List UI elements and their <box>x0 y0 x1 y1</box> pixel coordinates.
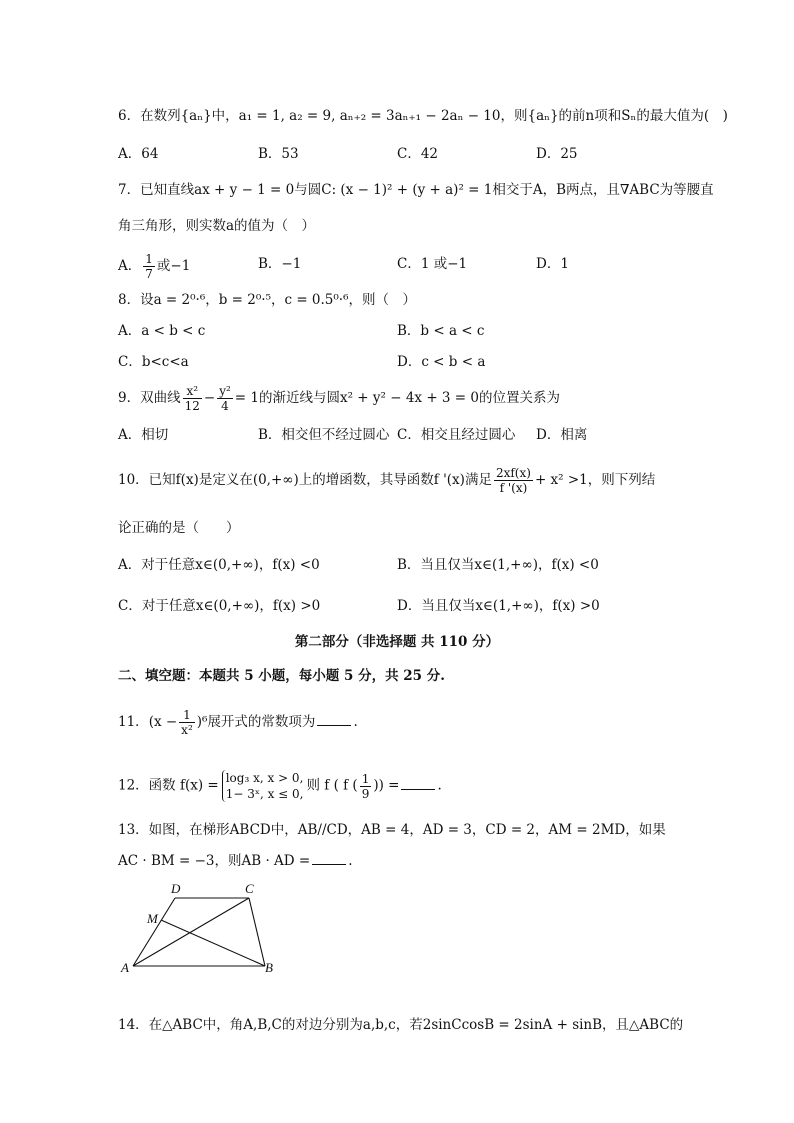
q10-prefix: 10．已知f(x)是定义在(0,+∞)上的增函数，其导函数f '(x)满足 <box>118 472 492 488</box>
q12-tail: )) = <box>373 777 400 794</box>
diagonal-ac <box>133 898 249 966</box>
q13-stem-line2: AC · BM = −3，则AB · AD = . <box>118 853 353 869</box>
q6-option-c: C．42 <box>397 146 439 162</box>
q8-option-d: D．c < b < a <box>397 354 486 370</box>
q12-case2: 1− 3ˣ, x ≤ 0, <box>225 787 304 801</box>
q13-stem-line1: 13．如图，在梯形ABCD中，AB//CD，AB = 4，AD = 3，CD = 2，AM = 2MD，如果 <box>118 822 666 838</box>
q12-case1: log₃ x, x > 0, <box>225 771 304 785</box>
q10-option-d: D．当且仅当x∈(1,+∞)，f(x) >0 <box>397 598 600 614</box>
q7-option-a-fraction <box>143 252 155 281</box>
q9-option-c: C．相交且经过圆心 <box>397 427 516 443</box>
q7-option-b: B．−1 <box>258 256 302 272</box>
q14-stem: 14．在△ABC中，角A,B,C的对边分别为a,b,c，若2sinCcosB = 2sinA + sinB，且△ABC的 <box>118 1017 684 1033</box>
q11-answer-blank <box>317 713 351 726</box>
q12-piecewise <box>222 770 304 802</box>
q12-frac-num: 1 <box>361 771 370 786</box>
segment-bm <box>161 920 265 966</box>
q6-option-a: A．64 <box>118 146 159 162</box>
q7-stem-line2: 角三角形，则实数a的值为（ ） <box>118 218 316 234</box>
q6-option-d: D．25 <box>536 146 578 162</box>
q9-suffix: = 1的渐近线与圆x² + y² − 4x + 3 = 0的位置关系为 <box>234 390 560 406</box>
q7-stem-line1: 7．已知直线ax + y − 1 = 0与圆C: (x − 1)² + (y + a)² = 1相交于A，B两点，且∇ABC为等腰直 <box>118 182 714 198</box>
label-c: C <box>245 881 254 896</box>
q7-option-a-tail: 或−1 <box>156 258 191 274</box>
q9-frac2-den: 4 <box>221 399 229 413</box>
q11-stem: 11．(x − $\frac{1}{\text{x²}}$ )⁶展开式的常数项为 . <box>118 708 358 737</box>
q13-answer-blank <box>312 852 346 865</box>
q11-frac-num: 1 <box>179 708 195 723</box>
q6-option-b: B．53 <box>258 146 299 162</box>
q7-option-a <box>118 252 190 281</box>
edge-ad <box>133 898 175 966</box>
q11-frac-den: x² <box>181 723 193 737</box>
q11-expr-close: )⁶ <box>196 714 208 730</box>
q9-fraction-y <box>217 384 233 413</box>
part2-title: 第二部分（非选择题 共 110 分） <box>294 634 500 650</box>
q12-answer-blank <box>401 777 435 790</box>
q8-option-b: B．b < a < c <box>397 323 485 339</box>
q7-option-a-den: 7 <box>145 267 153 281</box>
q10-frac-den: f '(x) <box>499 481 528 495</box>
section2-heading: 二、填空题：本题共 5 小题，每小题 5 分，共 25 分. <box>118 668 445 684</box>
q7-option-d: D．1 <box>536 256 569 272</box>
q9-option-b: B．相交但不经过圆心 <box>258 427 390 443</box>
q7-option-a-num: 1 <box>145 252 153 266</box>
q10-suffix: + x² >1，则下列结 <box>534 472 656 488</box>
q9-frac1-den: 12 <box>184 399 200 413</box>
label-m: M <box>147 911 158 926</box>
trapezoid-figure <box>115 878 285 978</box>
q8-option-c: C．b<c<a <box>118 354 189 370</box>
q9-frac2-num: y² <box>219 384 231 398</box>
q8-stem: 8．设a = 2⁰·⁶，b = 2⁰·⁵，c = 0.5⁰·⁶，则（ ） <box>118 292 417 308</box>
q8-option-a: A．a < b < c <box>118 323 206 339</box>
q6-stem: 6．在数列{aₙ}中，a₁ = 1, a₂ = 9, aₙ₊₂ = 3aₙ₊₁ − 2aₙ − 10，则{aₙ}的前n项和Sₙ的最大值为( ) <box>118 108 728 124</box>
q10-stem-line2: 论正确的是（ ） <box>118 520 240 536</box>
q10-option-a: A．对于任意x∈(0,+∞)，f(x) <0 <box>118 557 320 573</box>
q12-fraction <box>360 772 372 801</box>
q11-fraction <box>179 708 195 737</box>
q11-suffix: 展开式的常数项为 <box>207 714 316 730</box>
q10-stem-line1 <box>118 466 655 495</box>
label-d: D <box>171 881 181 896</box>
q12-stem: 12．函数 f(x) = log₃ x, x > 0, 1− 3ˣ, x ≤ 0, 则 f ( f ( $\frac{1}{9}$ )) = . <box>118 771 442 801</box>
q9-frac1-num: x² <box>183 384 202 399</box>
q12-prefix: 12．函数 f(x) = <box>118 777 219 794</box>
q9-minus: − <box>203 390 216 406</box>
q10-fraction <box>494 466 533 495</box>
q12-frac-den: 9 <box>361 786 370 801</box>
q11-expr-open: (x − <box>148 714 178 730</box>
label-a: A <box>121 960 129 975</box>
q10-option-b: B．当且仅当x∈(1,+∞)，f(x) <0 <box>397 557 599 573</box>
label-b: B <box>265 960 273 975</box>
q9-stem <box>118 384 560 413</box>
q9-option-d: D．相离 <box>536 427 588 443</box>
q7-option-c: C．1 或−1 <box>397 256 468 272</box>
edge-bc <box>249 898 265 966</box>
q10-option-c: C．对于任意x∈(0,+∞)，f(x) >0 <box>118 598 321 614</box>
q9-fraction-x <box>183 384 202 413</box>
q9-option-a: A．相切 <box>118 427 169 443</box>
q13-stem-line2-text: AC · BM = −3，则AB · AD = <box>118 853 311 869</box>
q11-prefix: 11． <box>118 714 149 730</box>
q12-mid: 则 f ( f ( <box>306 777 358 794</box>
q10-frac-num: 2xf(x) <box>495 466 531 480</box>
q9-prefix: 9．双曲线 <box>118 390 181 406</box>
q7-option-a-label: A． <box>118 258 142 274</box>
